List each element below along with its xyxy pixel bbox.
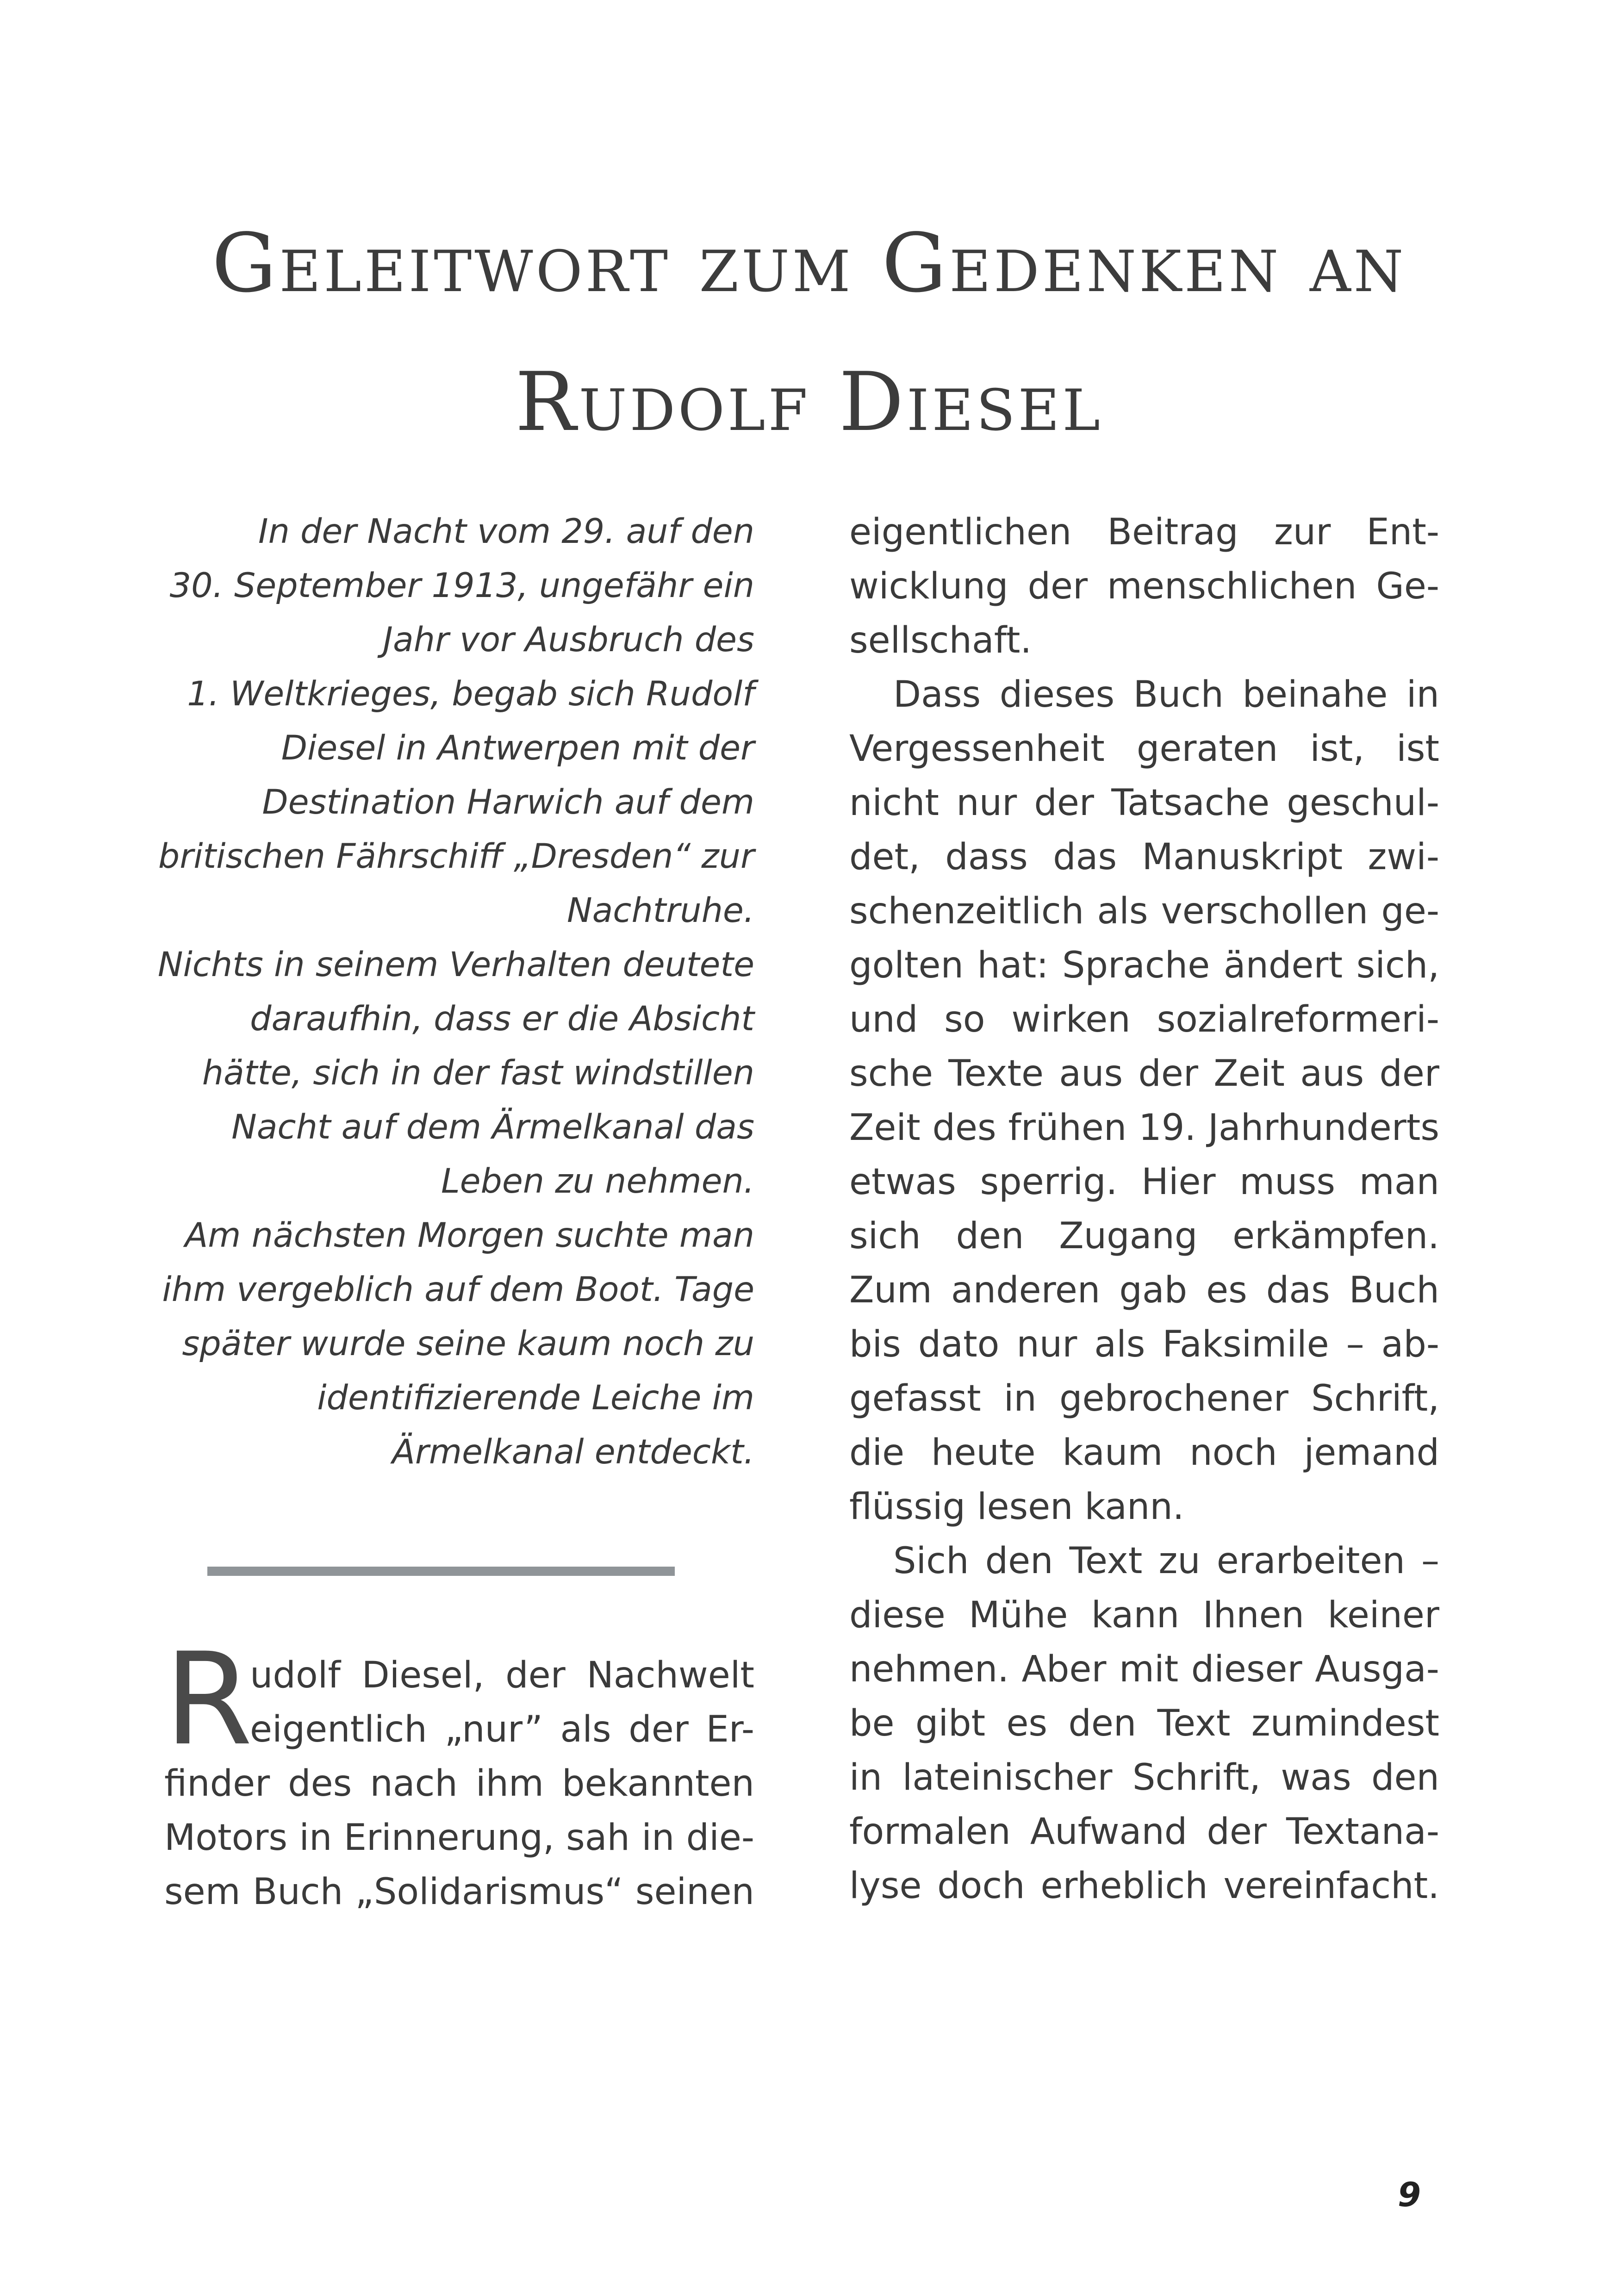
body-line: wicklung der menschlichen Ge-: [849, 566, 1439, 607]
body-line: diese Mühe kann Ihnen keiner: [849, 1594, 1439, 1636]
intro-line: hätte, sich in der fast windstillen: [202, 1053, 754, 1093]
body-line: bis dato nur als Faksimile – ab-: [849, 1324, 1439, 1365]
title-line-2: Rudolf Diesel: [515, 355, 1103, 449]
intro-line: Leben zu nehmen.: [441, 1162, 754, 1201]
body-line: Zum anderen gab es das Buch: [849, 1269, 1439, 1311]
body-line: schenzeitlich als verschollen ge-: [849, 890, 1439, 932]
separator-rule: [207, 1567, 675, 1576]
intro-line: später wurde seine kaum noch zu: [182, 1324, 754, 1363]
body-line: gefasst in gebrochener Schrift,: [849, 1378, 1439, 1419]
body-line: sche Texte aus der Zeit aus der: [849, 1053, 1439, 1095]
page-title: [0, 194, 1618, 472]
intro-line: Nichts in seinem Verhalten deutete: [157, 945, 754, 984]
body-line: sellschaft.: [849, 620, 1032, 661]
body-line: etwas sperrig. Hier muss man: [849, 1161, 1439, 1203]
body-column-right: [849, 505, 1439, 1913]
body-line: Zeit des frühen 19. Jahrhunderts: [849, 1107, 1439, 1149]
intro-line: Destination Harwich auf dem: [262, 783, 754, 822]
body-line: eigentlichen Beitrag zur Ent-: [849, 511, 1439, 553]
body-line: finder des nach ihm bekannten: [164, 1763, 754, 1804]
body-line: nicht nur der Tatsache geschul-: [849, 782, 1439, 824]
body-line: lyse doch erheblich vereinfacht.: [849, 1865, 1439, 1907]
body-column-left: [164, 1625, 754, 1919]
body-line: die heute kaum noch jemand: [849, 1432, 1439, 1474]
intro-line: Am nächsten Morgen suchte man: [185, 1216, 754, 1255]
intro-line: Nacht auf dem Ärmelkanal das: [231, 1108, 754, 1147]
intro-line: Diesel in Antwerpen mit der: [281, 728, 754, 768]
intro-line: Jahr vor Ausbruch des: [383, 620, 754, 660]
intro-line: Nachtruhe.: [566, 891, 754, 930]
body-line: Vergessenheit geraten ist, ist: [849, 728, 1439, 770]
intro-line: In der Nacht vom 29. auf den: [258, 512, 754, 551]
intro-line: 30. September 1913, ungefähr ein: [169, 566, 754, 605]
body-line: sich den Zugang erkämpfen.: [849, 1215, 1439, 1257]
body-line: eigentlich „nur” als der Er-: [250, 1709, 754, 1750]
body-line: formalen Aufwand der Textana-: [849, 1811, 1439, 1853]
intro-line: britischen Fährschiff „Dresden“ zur: [158, 837, 754, 876]
body-line: in lateinischer Schrift, was den: [849, 1757, 1439, 1798]
intro-line: ihm vergeblich auf dem Boot. Tage: [162, 1270, 754, 1309]
body-line: Sich den Text zu erarbeiten –: [893, 1540, 1439, 1582]
intro-line: daraufhin, dass er die Absicht: [250, 999, 754, 1039]
body-line: nehmen. Aber mit dieser Ausga-: [849, 1649, 1439, 1690]
intro-line: identifizierende Leiche im: [317, 1378, 754, 1418]
body-line: det, dass das Manuskript zwi-: [849, 836, 1439, 878]
body-line: be gibt es den Text zumindest: [849, 1703, 1439, 1744]
body-line: sem Buch „Solidarismus“ seinen: [164, 1871, 754, 1913]
body-line: und so wirken sozialreformeri-: [849, 999, 1439, 1040]
drop-cap: R: [164, 1625, 253, 1773]
body-line: flüssig lesen kann.: [849, 1486, 1184, 1528]
intro-line: 1. Weltkrieges, begab sich Rudolf: [187, 674, 754, 714]
body-line: Dass dieses Buch beinahe in: [893, 674, 1439, 716]
intro-quote: [157, 504, 754, 1479]
intro-line: Ärmelkanal entdeckt.: [392, 1432, 754, 1472]
body-line: Motors in Erinnerung, sah in die-: [164, 1817, 754, 1859]
body-line: golten hat: Sprache ändert sich,: [849, 945, 1439, 986]
title-line-1: Geleitwort zum Gedenken an: [212, 217, 1406, 311]
body-line: udolf Diesel, der Nachwelt: [250, 1655, 754, 1696]
page-number: 9: [1398, 2175, 1421, 2214]
